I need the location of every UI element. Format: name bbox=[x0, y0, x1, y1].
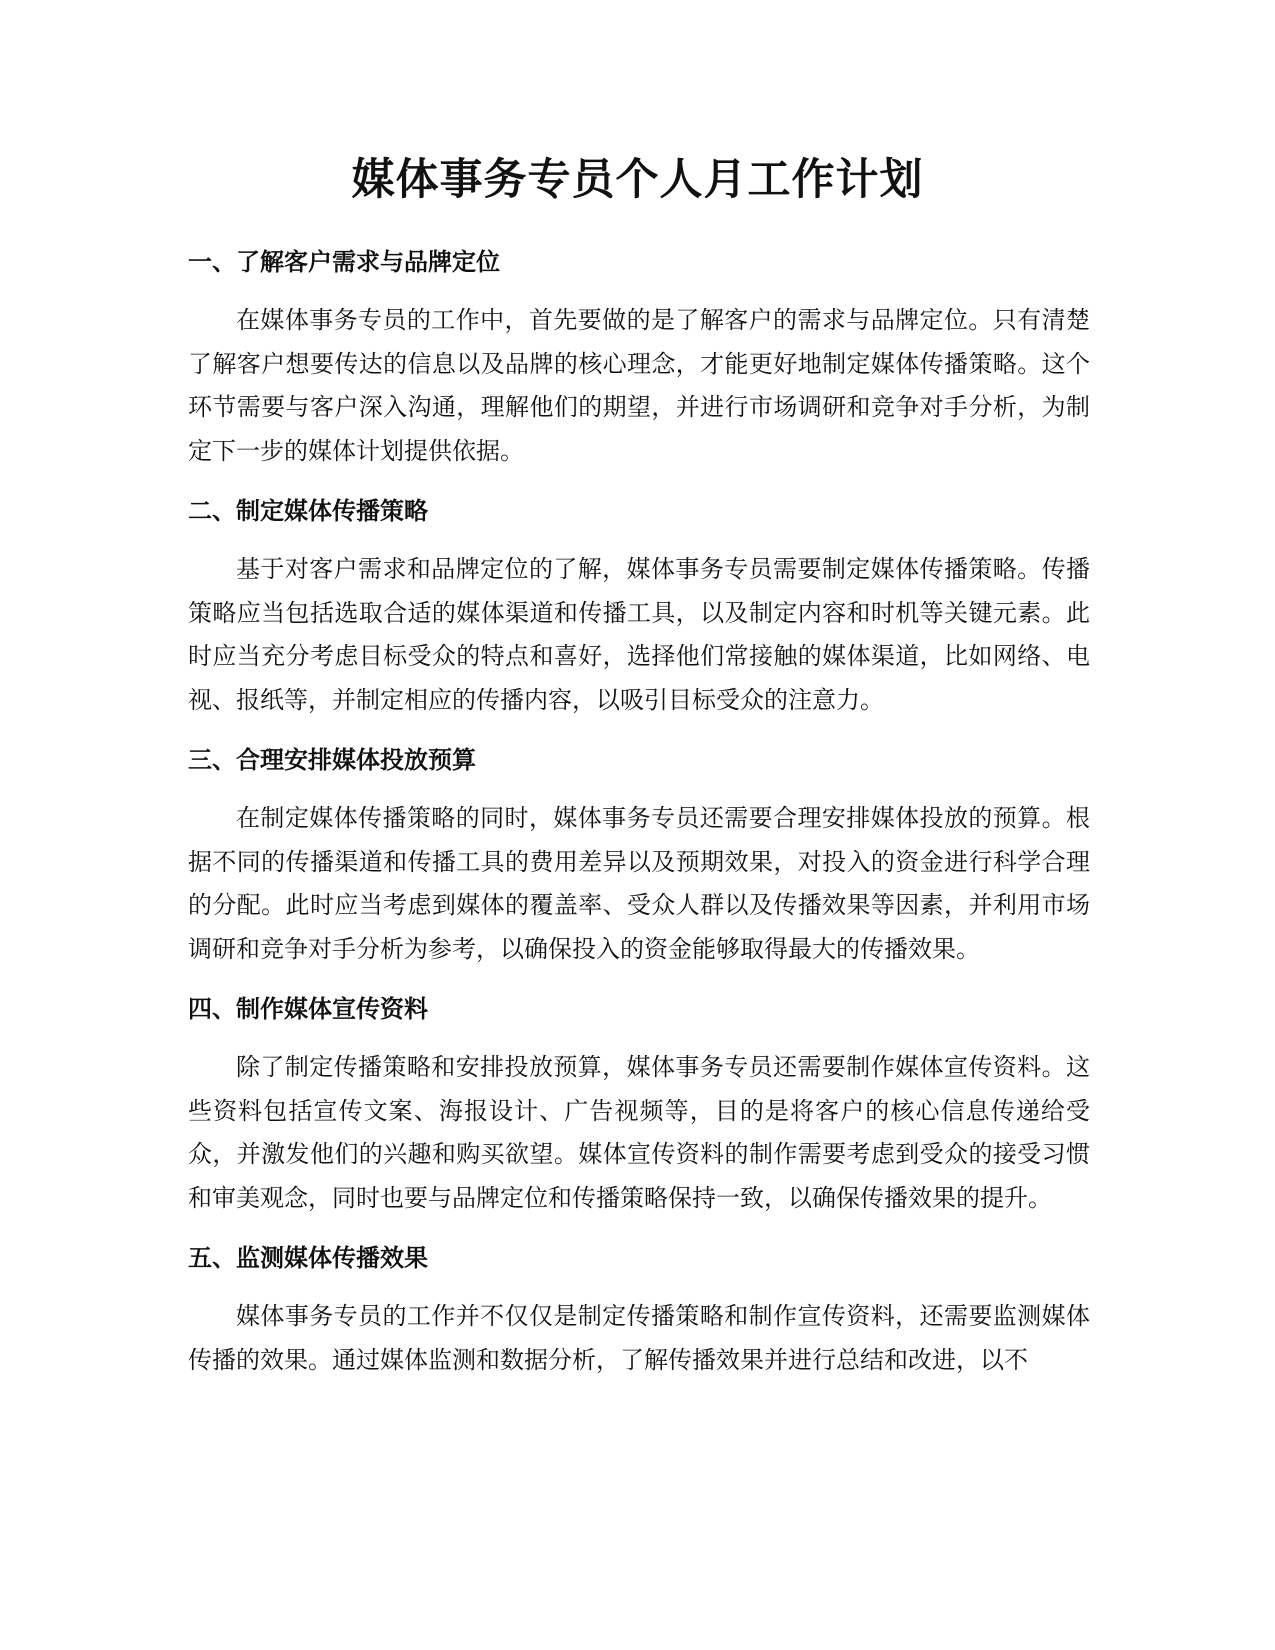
section-heading: 四、制作媒体宣传资料 bbox=[188, 995, 428, 1023]
section-paragraph: 在媒体事务专员的工作中，首先要做的是了解客户的需求与品牌定位。只有清楚了解客户想要传达的信息以及品牌的核心理念，才能更好地制定媒体传播策略。这个环节需要与客户深入沟通，理解他们的期望，并进行市场调研和竞争对手分析，为制定下一步的媒体计划提供依据。 bbox=[188, 306, 1090, 465]
section-heading: 三、合理安排媒体投放预算 bbox=[188, 746, 476, 774]
section-media-strategy bbox=[188, 493, 1090, 722]
document-title: 媒体事务专员个人月工作计划 bbox=[351, 155, 924, 205]
section-promo-materials bbox=[188, 991, 1090, 1220]
section-heading: 一、了解客户需求与品牌定位 bbox=[188, 248, 500, 276]
section-heading: 五、监测媒体传播效果 bbox=[188, 1244, 428, 1272]
section-paragraph: 媒体事务专员的工作并不仅仅是制定传播策略和制作宣传资料，还需要监测媒体传播的效果。通过媒体监测和数据分析，了解传播效果并进行总结和改进，以不 bbox=[188, 1302, 1090, 1374]
section-paragraph: 除了制定传播策略和安排投放预算，媒体事务专员还需要制作媒体宣传资料。这些资料包括宣传文案、海报设计、广告视频等，目的是将客户的核心信息传递给受众，并激发他们的兴趣和购买欲望。媒体宣传资料的制作需要考虑到受众的接受习惯和审美观念，同时也要与品牌定位和传播策略保持一致，以确保传播效果的提升。 bbox=[188, 1053, 1090, 1212]
section-customer-needs bbox=[188, 244, 1090, 473]
section-paragraph: 在制定媒体传播策略的同时，媒体事务专员还需要合理安排媒体投放的预算。根据不同的传播渠道和传播工具的费用差异以及预期效果，对投入的资金进行科学合理的分配。此时应当考虑到媒体的覆盖率、受众人群以及传播效果等因素，并利用市场调研和竞争对手分析为参考，以确保投入的资金能够取得最大的传播效果。 bbox=[188, 804, 1090, 963]
section-paragraph: 基于对客户需求和品牌定位的了解，媒体事务专员需要制定媒体传播策略。传播策略应当包括选取合适的媒体渠道和传播工具，以及制定内容和时机等关键元素。此时应当充分考虑目标受众的特点和喜好，选择他们常接触的媒体渠道，比如网络、电视、报纸等，并制定相应的传播内容，以吸引目标受众的注意力。 bbox=[188, 555, 1090, 714]
document-body bbox=[188, 244, 1090, 1402]
section-budget bbox=[188, 742, 1090, 971]
section-monitoring bbox=[188, 1240, 1090, 1382]
section-heading: 二、制定媒体传播策略 bbox=[188, 497, 428, 525]
